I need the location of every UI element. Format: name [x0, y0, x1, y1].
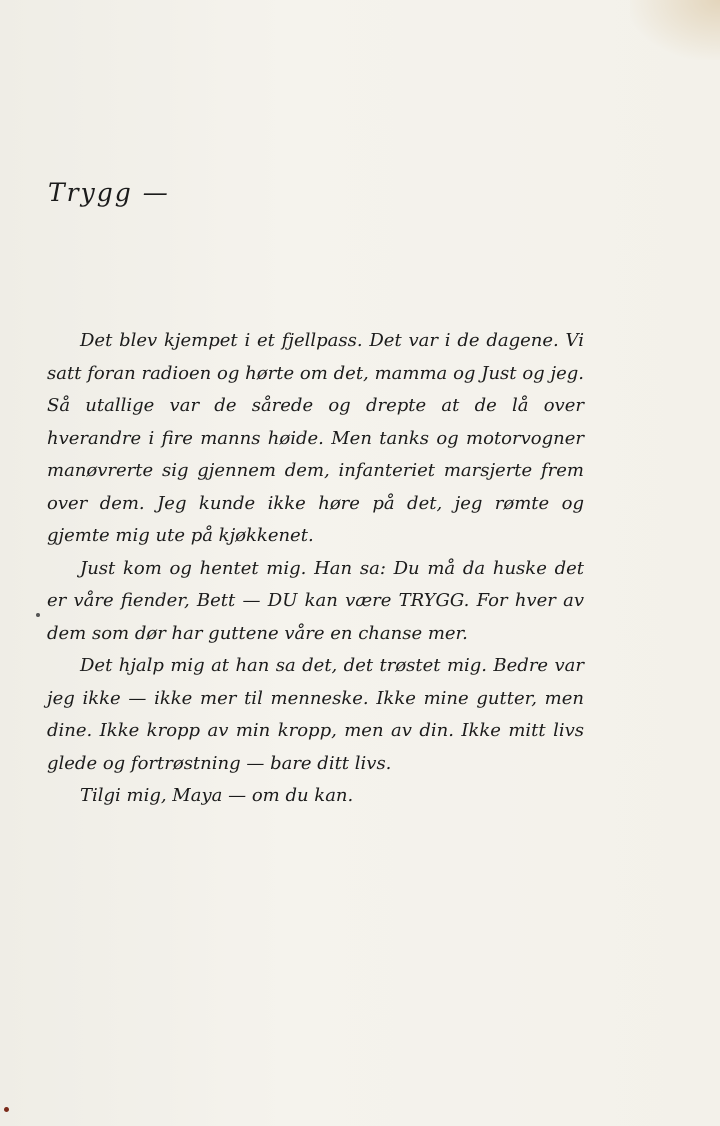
paper-stain — [630, 0, 720, 60]
ink-speck — [36, 613, 40, 617]
ink-speck — [4, 1107, 9, 1112]
paragraph-1: Det blev kjempet i et fjellpass. Det var i de dagene. Vi satt foran radioen og hørte om det, mamma og Just og jeg. Så utallige var de sårede og drepte at de lå over hverandre i fire manns høide. Men tanks og motorvogner manøvrerte sig gjennem dem, infanteriet marsjerte frem over dem. Jeg kunde ikke høre på det, jeg rømte og gjemte mig ute på kjøkkenet. — [47, 330, 584, 546]
chapter-title: Trygg — — [48, 178, 170, 207]
paragraph-3: Det hjalp mig at han sa det, det trøstet mig. Bedre var jeg ikke — ikke mer til menneske. Ikke mine gutter, men dine. Ikke kropp av min kropp, men av din. Ikke mitt livs glede og fortrøstning — bare ditt livs. — [47, 655, 584, 774]
body-text — [47, 325, 584, 813]
paragraph-4: Tilgi mig, Maya — om du kan. — [80, 785, 354, 806]
paragraph-2: Just kom og hentet mig. Han sa: Du må da huske det er våre fiender, Bett — DU kan være TRYGG. For hver av dem som dør har guttene våre en chanse mer. — [47, 557, 584, 644]
